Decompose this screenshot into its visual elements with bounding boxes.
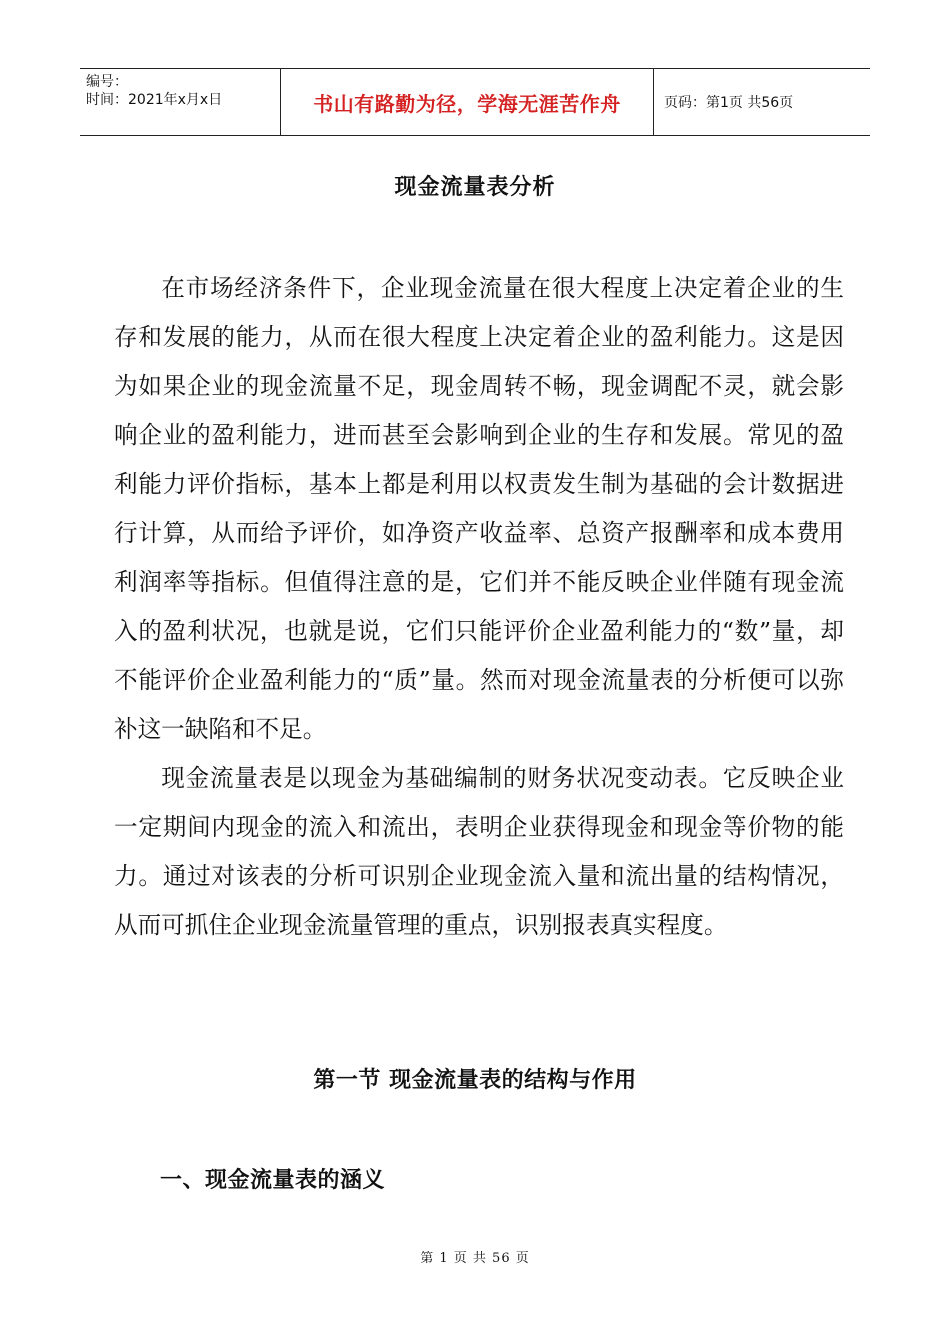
document-title: 现金流量表分析 xyxy=(394,175,556,200)
section-title: 第一节 现金流量表的结构与作用 xyxy=(313,1068,637,1093)
page-footer: 第 1 页 共 56 页 xyxy=(420,1251,530,1266)
paragraph: 现金流量表是以现金为基础编制的财务状况变动表。它反映企业一定期间内现金的流入和流出，表明企业获得现金和现金等价物的能力。通过对该表的分析可识别企业现金流入量和流出量的结构情况，从而可抓住企业现金流量管理的重点，识别报表真实程度。 xyxy=(114,764,844,939)
subsection-title: 一、现金流量表的涵义 xyxy=(160,1168,386,1193)
header-motto: 书山有路勤为径，学海无涯苦作舟 xyxy=(281,69,654,135)
header-page-info: 页码：第1页 共56页 xyxy=(664,95,794,111)
paragraph: 在市场经济条件下，企业现金流量在很大程度上决定着企业的生存和发展的能力，从而在很大程度上决定着企业的盈利能力。这是因为如果企业的现金流量不足，现金周转不畅，现金调配不灵，就会影响企业的盈利能力，进而甚至会影响到企业的生存和发展。常见的盈利能力评价指标，基本上都是利用以权责发生制为基础的会计数据进行计算，从而给予评价，如净资产收益率、总资产报酬率和成本费用利润率等指标。但值得注意的是，它们并不能反映企业伴随有现金流入的盈利状况，也就是说，它们只能评价企业盈利能力的“数”量，却不能评价企业盈利能力的“质”量。然而对现金流量表的分析便可以弥补这一缺陷和不足。 xyxy=(114,274,844,743)
header-meta-cell xyxy=(80,69,281,135)
body-text xyxy=(114,264,844,950)
date-line: 时间：2021年x月x日 xyxy=(86,92,223,108)
serial-number-label: 编号： xyxy=(86,74,128,90)
document-header xyxy=(80,68,870,136)
